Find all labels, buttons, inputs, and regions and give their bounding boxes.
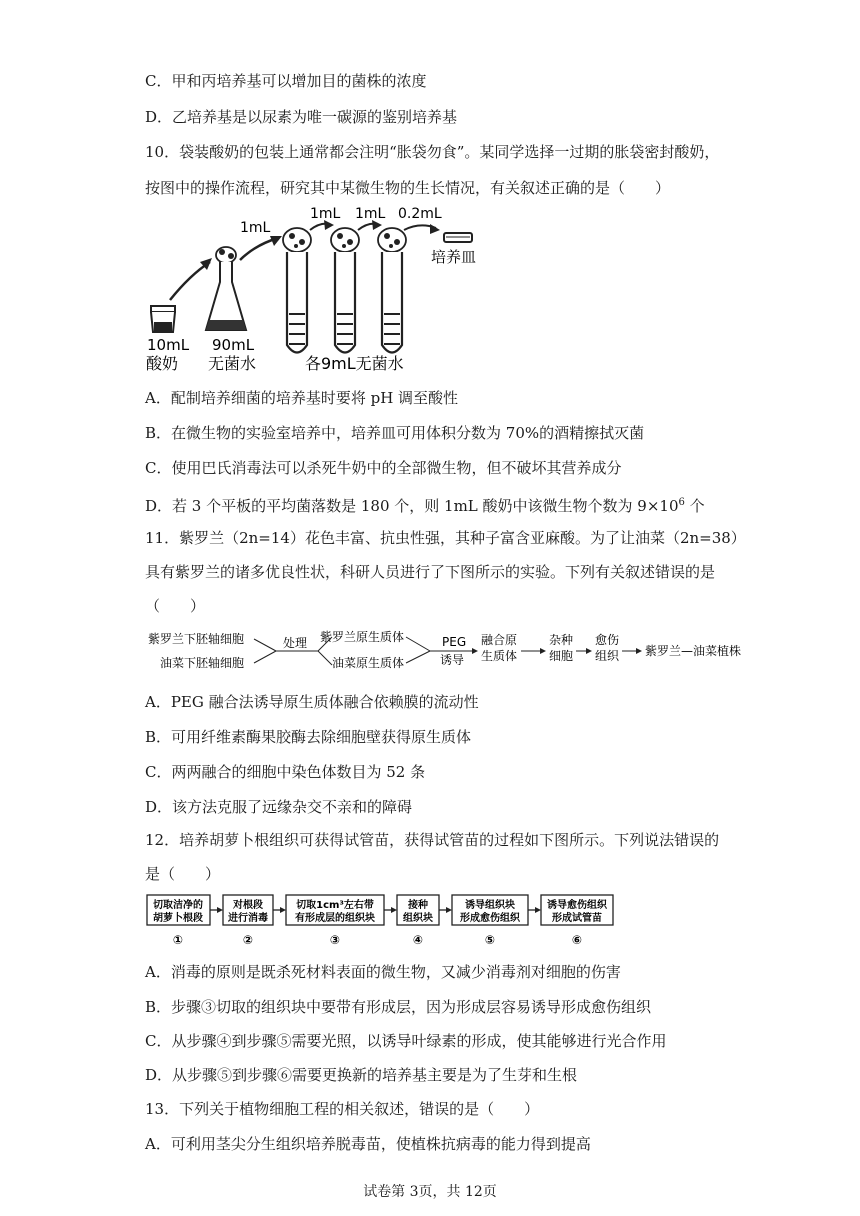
fusion-flow-diagram (0, 622, 860, 682)
step-box-1 (147, 895, 210, 947)
label-rape-protoplast: 油菜原生质体 (332, 656, 405, 670)
step-6-line1: 诱导愈伤组织 (547, 900, 607, 911)
q10-option-d-text: D．若 3 个平板的平均菌落数是 180 个，则 1mL 酸奶中该微生物个数为 9×10 (145, 497, 679, 515)
label-flask-volume: 90mL (212, 336, 255, 354)
label-rape-cells: 油菜下胚轴细胞 (160, 656, 245, 670)
test-tube-3 (378, 228, 406, 353)
yogurt-cup (151, 306, 175, 332)
label-violet-protoplast: 紫罗兰原生质体 (320, 630, 405, 644)
step-4-line2: 组织块 (403, 913, 433, 924)
label-dish: 培养皿 (431, 248, 477, 266)
q11-option-d: D．该方法克服了远缘杂交不亲和的障碍 (145, 798, 413, 816)
step-5-number: ⑤ (484, 933, 496, 947)
q12-stem-line2: 是（ ） (145, 865, 221, 883)
q11-option-b: B．可用纤维素酶果胶酶去除细胞壁获得原生质体 (145, 728, 472, 746)
label-yogurt-volume: 10mL (147, 336, 190, 354)
label-hybrid-plant: 紫罗兰—油菜植株 (645, 644, 742, 658)
label-yogurt: 酸奶 (146, 354, 179, 373)
arrow-yogurt-to-flask (170, 262, 210, 300)
tissue-culture-flow (0, 893, 860, 953)
q10-stem-line1: 10．袋装酸奶的包装上通常都会注明“胀袋勿食”。某同学选择一过期的胀袋密封酸奶， (145, 143, 720, 161)
label-flask: 无菌水 (208, 354, 257, 373)
step-3-line1: 切取1cm³左右带 (296, 900, 374, 911)
test-tube-1 (283, 228, 311, 353)
label-hybrid-2: 细胞 (549, 649, 574, 663)
label-violet-cells: 紫罗兰下胚轴细胞 (148, 632, 245, 646)
test-tube-2 (331, 228, 359, 353)
q10-option-b: B．在微生物的实验室培养中，培养皿可用体积分数为 70%的酒精擦拭灭菌 (145, 424, 645, 442)
q10-option-d (145, 493, 705, 516)
step-2-line2: 进行消毒 (228, 913, 268, 924)
step-4-line1: 接种 (408, 900, 428, 911)
q12-option-c: C．从步骤④到步骤⑤需要光照，以诱导叶绿素的形成，使其能够进行光合作用 (145, 1032, 667, 1050)
step-2-line1: 对根段 (233, 900, 263, 911)
label-callus-2: 组织 (595, 649, 620, 663)
q10-option-c: C．使用巴氏消毒法可以杀死牛奶中的全部微生物，但不破坏其营养成分 (145, 459, 622, 477)
q11-option-a: A．PEG 融合法诱导原生质体融合依赖膜的流动性 (145, 693, 479, 711)
step-box-6 (541, 895, 613, 947)
label-induce: 诱导 (440, 653, 465, 667)
step-4-number: ④ (412, 933, 424, 947)
q12-stem-line1: 12．培养胡萝卜根组织可获得试管苗，获得试管苗的过程如下图所示。下列说法错误的 (145, 831, 720, 849)
q13-stem: 13．下列关于植物细胞工程的相关叙述，错误的是（ ） (145, 1100, 540, 1118)
q10-stem-line2: 按图中的操作流程，研究其中某微生物的生长情况，有关叙述正确的是（ ） (145, 179, 671, 197)
step-box-5 (452, 895, 528, 947)
q12-option-b: B．步骤③切取的组织块中要带有形成层，因为形成层容易诱导形成愈伤组织 (145, 998, 652, 1016)
label-transfer-2: 1mL (310, 206, 341, 222)
q10-option-d-unit: 个 (684, 497, 705, 515)
q12-option-a: A．消毒的原则是既杀死材料表面的微生物，又减少消毒剂对细胞的伤害 (145, 963, 621, 981)
arrow-head (430, 224, 440, 234)
step-1-line1: 切取洁净的 (153, 900, 203, 911)
label-transfer-3: 1mL (355, 206, 386, 222)
petri-dish (444, 233, 472, 242)
label-transfer-1: 1mL (240, 220, 271, 236)
step-2-number: ② (242, 933, 254, 947)
q9-option-d: D．乙培养基是以尿素为唯一碳源的鉴别培养基 (145, 108, 458, 126)
q10-option-d-exponent: 6 (678, 497, 685, 508)
q11-option-c: C．两两融合的细胞中染色体数目为 52 条 (145, 763, 426, 781)
step-box-4 (397, 895, 439, 947)
q11-stem-line2: 具有紫罗兰的诸多优良性状，科研人员进行了下图所示的实验。下列有关叙述错误的是 (145, 563, 716, 581)
label-fused-1: 融合原 (481, 633, 518, 647)
step-1-line2: 胡萝卜根段 (153, 913, 203, 924)
step-3-number: ③ (329, 933, 341, 947)
label-callus-1: 愈伤 (595, 633, 620, 647)
dilution-diagram (0, 200, 860, 390)
label-treat: 处理 (283, 636, 308, 650)
step-box-2 (223, 895, 273, 947)
label-hybrid-1: 杂种 (549, 633, 574, 647)
q9-option-c: C．甲和丙培养基可以增加目的菌株的浓度 (145, 72, 427, 90)
q12-option-d: D．从步骤⑤到步骤⑥需要更换新的培养基主要是为了生芽和生根 (145, 1066, 578, 1084)
step-6-line2: 形成试管苗 (552, 913, 602, 924)
label-peg: PEG (442, 635, 467, 649)
q11-stem-line3: （ ） (145, 597, 206, 615)
label-fused-2: 生质体 (481, 649, 518, 663)
step-6-number: ⑥ (571, 933, 583, 947)
page-footer: 试卷第 3页，共 12页 (363, 1184, 497, 1200)
q11-stem-line1: 11．紫罗兰（2n=14）花色丰富、抗虫性强，其种子富含亚麻酸。为了让油菜（2n=38） (145, 529, 746, 547)
q10-option-a: A．配制培养细菌的培养基时要将 pH 调至酸性 (145, 389, 459, 407)
step-1-number: ① (172, 933, 184, 947)
q13-option-a: A．可利用茎尖分生组织培养脱毒苗，使植株抗病毒的能力得到提高 (145, 1135, 591, 1153)
step-box-3 (286, 895, 384, 947)
step-5-line2: 形成愈伤组织 (460, 913, 520, 924)
label-tubes: 各9mL无菌水 (305, 354, 404, 373)
label-transfer-4: 0.2mL (398, 206, 442, 222)
step-5-line1: 诱导组织块 (465, 900, 515, 911)
step-3-line2: 有形成层的组织块 (295, 913, 375, 924)
